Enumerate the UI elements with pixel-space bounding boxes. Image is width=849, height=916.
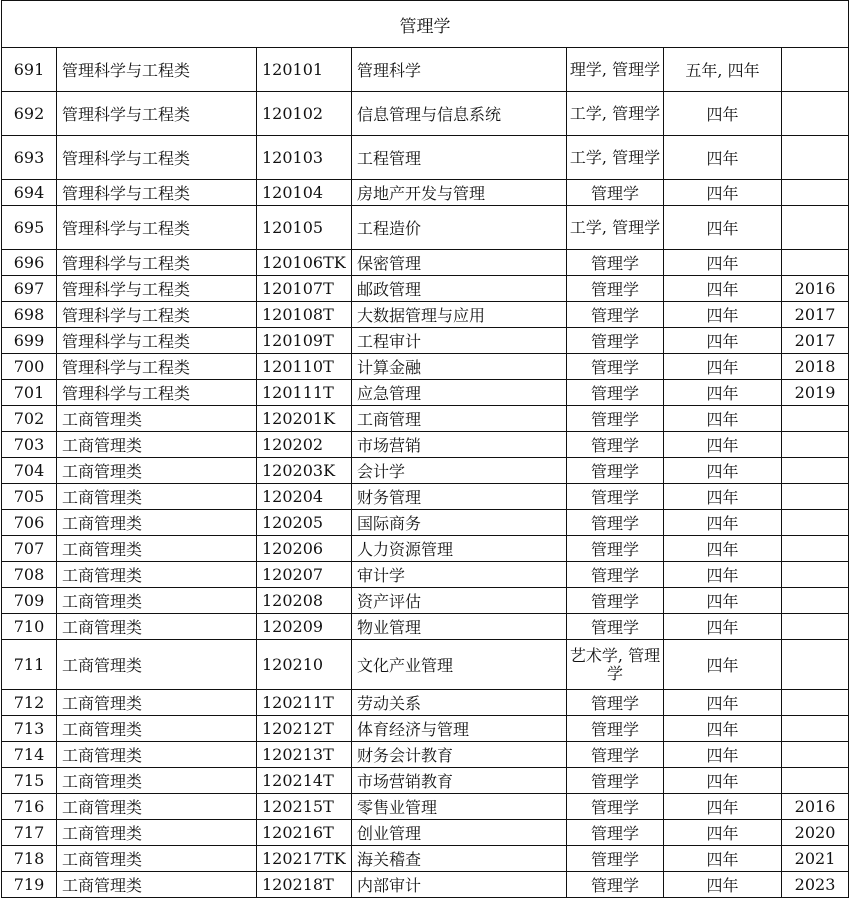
cell-number: 707 [2,536,57,562]
cell-duration: 五年, 四年 [664,48,782,92]
cell-major-code: 120107T [257,276,352,302]
cell-number: 712 [2,690,57,716]
table-row [2,536,849,562]
cell-major-code: 120105 [257,206,352,250]
cell-category: 工商管理类 [57,872,257,898]
cell-duration: 四年 [664,562,782,588]
cell-year-added [782,536,849,562]
table-row [2,380,849,406]
cell-year-added: 2016 [782,794,849,820]
cell-category: 管理科学与工程类 [57,180,257,206]
table-row [2,716,849,742]
cell-number: 715 [2,768,57,794]
cell-number: 709 [2,588,57,614]
cell-degree: 管理学 [567,180,664,206]
cell-number: 695 [2,206,57,250]
table-row [2,588,849,614]
cell-number: 697 [2,276,57,302]
cell-year-added [782,640,849,690]
cell-year-added [782,432,849,458]
cell-duration: 四年 [664,380,782,406]
table-row [2,510,849,536]
table-row [2,562,849,588]
cell-duration: 四年 [664,458,782,484]
cell-year-added [782,484,849,510]
cell-number: 719 [2,872,57,898]
cell-degree: 管理学 [567,276,664,302]
cell-number: 699 [2,328,57,354]
table-row [2,690,849,716]
cell-major-name: 工程造价 [352,206,567,250]
cell-major-code: 120207 [257,562,352,588]
cell-degree: 管理学 [567,536,664,562]
cell-category: 工商管理类 [57,716,257,742]
cell-major-name: 保密管理 [352,250,567,276]
cell-number: 694 [2,180,57,206]
cell-year-added: 2018 [782,354,849,380]
cell-year-added [782,180,849,206]
cell-degree: 管理学 [567,794,664,820]
cell-category: 管理科学与工程类 [57,380,257,406]
cell-category: 工商管理类 [57,768,257,794]
cell-major-code: 120205 [257,510,352,536]
cell-degree: 工学, 管理学 [567,206,664,250]
cell-duration: 四年 [664,406,782,432]
cell-major-code: 120204 [257,484,352,510]
cell-degree: 管理学 [567,716,664,742]
cell-number: 692 [2,92,57,136]
cell-year-added [782,614,849,640]
cell-major-code: 120103 [257,136,352,180]
cell-category: 管理科学与工程类 [57,276,257,302]
cell-number: 691 [2,48,57,92]
cell-major-code: 120211T [257,690,352,716]
cell-major-code: 120110T [257,354,352,380]
table-row [2,92,849,136]
cell-category: 工商管理类 [57,614,257,640]
cell-duration: 四年 [664,690,782,716]
table-row [2,328,849,354]
cell-degree: 管理学 [567,302,664,328]
cell-year-added: 2023 [782,872,849,898]
cell-number: 711 [2,640,57,690]
cell-degree: 管理学 [567,614,664,640]
cell-year-added: 2017 [782,328,849,354]
cell-duration: 四年 [664,588,782,614]
cell-major-name: 体育经济与管理 [352,716,567,742]
table-row [2,820,849,846]
cell-major-code: 120218T [257,872,352,898]
cell-duration: 四年 [664,742,782,768]
cell-year-added [782,48,849,92]
table-row [2,136,849,180]
cell-major-name: 应急管理 [352,380,567,406]
cell-category: 工商管理类 [57,690,257,716]
table-row [2,206,849,250]
cell-major-name: 管理科学 [352,48,567,92]
cell-duration: 四年 [664,276,782,302]
table-row [2,354,849,380]
cell-degree: 管理学 [567,562,664,588]
cell-degree: 工学, 管理学 [567,136,664,180]
cell-duration: 四年 [664,432,782,458]
table-row [2,768,849,794]
cell-duration: 四年 [664,250,782,276]
cell-major-code: 120217TK [257,846,352,872]
cell-degree: 管理学 [567,484,664,510]
cell-year-added [782,562,849,588]
cell-major-name: 国际商务 [352,510,567,536]
cell-category: 工商管理类 [57,820,257,846]
cell-degree: 工学, 管理学 [567,92,664,136]
cell-duration: 四年 [664,328,782,354]
cell-duration: 四年 [664,820,782,846]
cell-duration: 四年 [664,768,782,794]
cell-duration: 四年 [664,180,782,206]
cell-duration: 四年 [664,846,782,872]
cell-year-added [782,406,849,432]
cell-major-code: 120210 [257,640,352,690]
cell-degree: 管理学 [567,250,664,276]
cell-number: 706 [2,510,57,536]
cell-year-added [782,510,849,536]
cell-major-code: 120203K [257,458,352,484]
cell-major-name: 房地产开发与管理 [352,180,567,206]
cell-degree: 管理学 [567,846,664,872]
cell-degree: 管理学 [567,768,664,794]
cell-major-name: 工程管理 [352,136,567,180]
cell-year-added [782,458,849,484]
table-body [2,48,849,898]
table-row [2,180,849,206]
cell-degree: 管理学 [567,354,664,380]
cell-year-added [782,690,849,716]
cell-major-code: 120108T [257,302,352,328]
cell-major-code: 120214T [257,768,352,794]
cell-major-name: 财务管理 [352,484,567,510]
cell-category: 管理科学与工程类 [57,136,257,180]
cell-category: 管理科学与工程类 [57,354,257,380]
cell-number: 701 [2,380,57,406]
cell-number: 702 [2,406,57,432]
table-row [2,250,849,276]
cell-category: 工商管理类 [57,562,257,588]
cell-major-name: 工商管理 [352,406,567,432]
cell-major-code: 120212T [257,716,352,742]
cell-degree: 管理学 [567,380,664,406]
cell-duration: 四年 [664,872,782,898]
cell-major-code: 120215T [257,794,352,820]
cell-category: 管理科学与工程类 [57,250,257,276]
cell-category: 管理科学与工程类 [57,92,257,136]
cell-year-added [782,742,849,768]
cell-degree: 管理学 [567,742,664,768]
table-row [2,406,849,432]
cell-major-code: 120201K [257,406,352,432]
cell-degree: 艺术学, 管理学 [567,640,664,690]
cell-category: 工商管理类 [57,432,257,458]
cell-degree: 管理学 [567,458,664,484]
table-row [2,846,849,872]
cell-category: 工商管理类 [57,742,257,768]
cell-duration: 四年 [664,640,782,690]
cell-major-code: 120209 [257,614,352,640]
major-table [1,0,849,898]
cell-number: 713 [2,716,57,742]
table-row [2,872,849,898]
cell-major-name: 创业管理 [352,820,567,846]
cell-number: 693 [2,136,57,180]
cell-category: 工商管理类 [57,640,257,690]
cell-major-name: 计算金融 [352,354,567,380]
cell-major-name: 信息管理与信息系统 [352,92,567,136]
table-row [2,640,849,690]
cell-degree: 管理学 [567,510,664,536]
cell-duration: 四年 [664,136,782,180]
table-row [2,484,849,510]
cell-major-name: 工程审计 [352,328,567,354]
cell-major-name: 海关稽查 [352,846,567,872]
cell-degree: 管理学 [567,690,664,716]
cell-major-code: 120111T [257,380,352,406]
major-catalog-sheet [1,0,848,898]
cell-major-name: 邮政管理 [352,276,567,302]
table-row [2,48,849,92]
table-row [2,458,849,484]
cell-degree: 管理学 [567,406,664,432]
table-row [2,614,849,640]
cell-category: 工商管理类 [57,588,257,614]
cell-major-code: 120102 [257,92,352,136]
cell-category: 管理科学与工程类 [57,206,257,250]
cell-degree: 管理学 [567,328,664,354]
table-row [2,794,849,820]
cell-category: 管理科学与工程类 [57,48,257,92]
cell-year-added [782,250,849,276]
section-title: 管理学 [2,1,849,48]
cell-duration: 四年 [664,536,782,562]
cell-category: 工商管理类 [57,484,257,510]
cell-year-added [782,588,849,614]
cell-duration: 四年 [664,354,782,380]
cell-major-name: 内部审计 [352,872,567,898]
cell-category: 管理科学与工程类 [57,328,257,354]
cell-major-name: 财务会计教育 [352,742,567,768]
cell-category: 工商管理类 [57,458,257,484]
cell-number: 710 [2,614,57,640]
cell-year-added: 2017 [782,302,849,328]
cell-major-name: 零售业管理 [352,794,567,820]
cell-degree: 管理学 [567,820,664,846]
cell-duration: 四年 [664,302,782,328]
table-row [2,302,849,328]
cell-category: 工商管理类 [57,846,257,872]
cell-year-added: 2020 [782,820,849,846]
cell-year-added [782,768,849,794]
cell-year-added [782,716,849,742]
cell-number: 705 [2,484,57,510]
cell-major-code: 120208 [257,588,352,614]
cell-major-name: 大数据管理与应用 [352,302,567,328]
table-row [2,742,849,768]
cell-major-code: 120206 [257,536,352,562]
cell-major-code: 120106TK [257,250,352,276]
cell-number: 708 [2,562,57,588]
cell-number: 716 [2,794,57,820]
cell-year-added: 2016 [782,276,849,302]
cell-major-name: 文化产业管理 [352,640,567,690]
cell-duration: 四年 [664,614,782,640]
cell-degree: 管理学 [567,588,664,614]
cell-degree: 管理学 [567,432,664,458]
cell-category: 管理科学与工程类 [57,302,257,328]
cell-category: 工商管理类 [57,794,257,820]
cell-major-code: 120202 [257,432,352,458]
cell-number: 704 [2,458,57,484]
cell-number: 714 [2,742,57,768]
cell-year-added: 2021 [782,846,849,872]
cell-major-name: 资产评估 [352,588,567,614]
cell-category: 工商管理类 [57,536,257,562]
cell-major-code: 120213T [257,742,352,768]
cell-major-code: 120109T [257,328,352,354]
cell-number: 698 [2,302,57,328]
cell-year-added [782,136,849,180]
cell-number: 717 [2,820,57,846]
cell-number: 696 [2,250,57,276]
cell-number: 703 [2,432,57,458]
cell-duration: 四年 [664,484,782,510]
cell-major-name: 劳动关系 [352,690,567,716]
cell-degree: 管理学 [567,872,664,898]
cell-major-name: 物业管理 [352,614,567,640]
cell-major-name: 审计学 [352,562,567,588]
cell-year-added: 2019 [782,380,849,406]
cell-duration: 四年 [664,92,782,136]
cell-major-name: 会计学 [352,458,567,484]
cell-category: 工商管理类 [57,406,257,432]
cell-year-added [782,206,849,250]
cell-year-added [782,92,849,136]
cell-degree: 理学, 管理学 [567,48,664,92]
cell-major-code: 120104 [257,180,352,206]
cell-category: 工商管理类 [57,510,257,536]
cell-number: 700 [2,354,57,380]
cell-duration: 四年 [664,510,782,536]
cell-duration: 四年 [664,206,782,250]
cell-duration: 四年 [664,794,782,820]
cell-major-code: 120216T [257,820,352,846]
table-row [2,432,849,458]
cell-major-code: 120101 [257,48,352,92]
table-row [2,276,849,302]
cell-number: 718 [2,846,57,872]
cell-major-name: 人力资源管理 [352,536,567,562]
cell-major-name: 市场营销 [352,432,567,458]
cell-major-name: 市场营销教育 [352,768,567,794]
cell-duration: 四年 [664,716,782,742]
